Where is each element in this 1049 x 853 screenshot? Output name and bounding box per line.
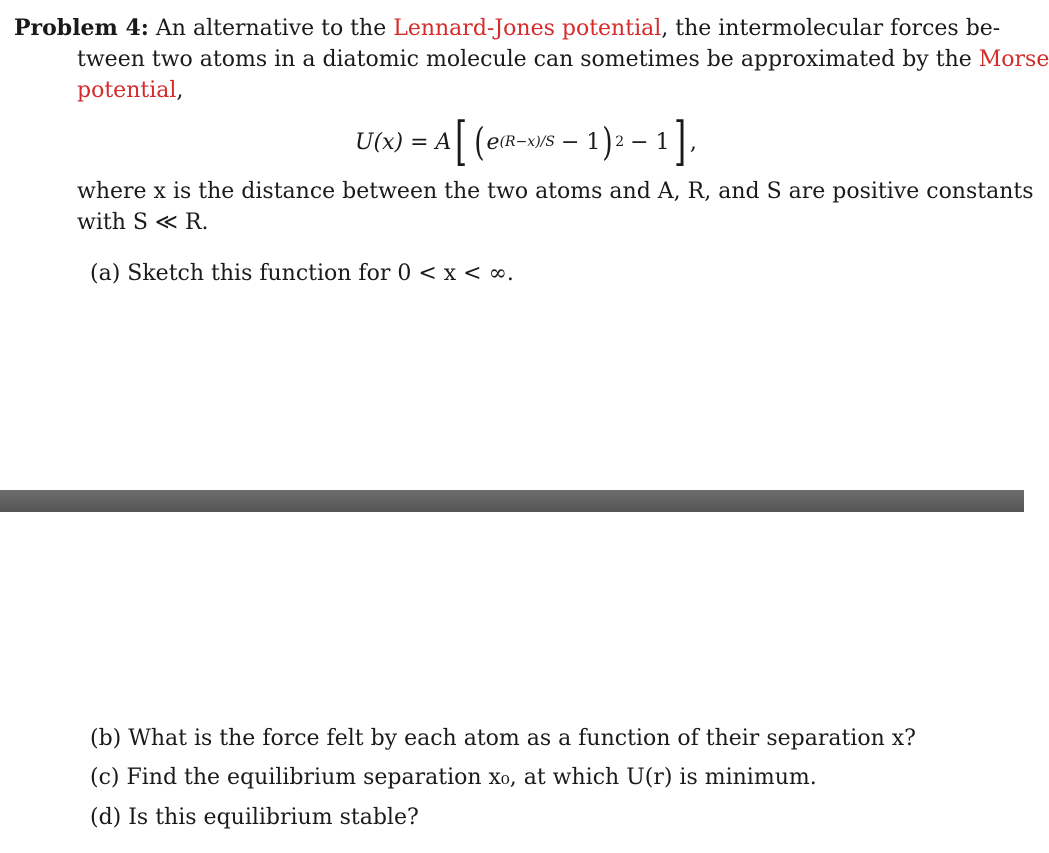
section-divider	[0, 490, 1024, 512]
problem-label: Problem 4:	[14, 15, 149, 41]
problem-intro-text-cont: , the intermolecular forces be-	[661, 16, 1001, 41]
morse-link[interactable]: Morse	[978, 47, 1049, 72]
problem-line-1	[14, 14, 1000, 43]
problem-line-3	[77, 77, 183, 105]
lennard-jones-link[interactable]: Lennard-Jones potential	[393, 16, 662, 41]
exponent: (R−x)/S	[499, 134, 555, 150]
description-line-1: where x is the distance between the two atoms and A, R, and S are positive constants	[77, 179, 1034, 204]
left-paren: (	[473, 120, 485, 164]
part-b: (b) What is the force felt by each atom as a function of their separation x?	[90, 726, 916, 751]
right-bracket: ]	[673, 112, 686, 172]
problem-line-3-comma: ,	[176, 78, 184, 103]
description-line-2: with S ≪ R.	[77, 210, 209, 235]
square-exponent: 2	[615, 134, 625, 150]
equation-lhs: U(x) = A	[355, 129, 452, 155]
problem-line-2-text: tween two atoms in a diatomic molecule can sometimes be approximated by the	[77, 47, 972, 72]
problem-intro-text: An alternative to the	[155, 16, 387, 41]
part-c: (c) Find the equilibrium separation x₀, at which U(r) is minimum.	[90, 765, 817, 790]
right-paren: )	[602, 120, 614, 164]
potential-link[interactable]: potential	[77, 78, 177, 103]
problem-line-2	[77, 46, 1049, 74]
equation-comma: ,	[689, 129, 697, 155]
outer-minus-one: − 1	[630, 129, 670, 155]
exp-base: e	[486, 129, 500, 155]
part-d: (d) Is this equilibrium stable?	[90, 805, 419, 830]
left-bracket: [	[455, 112, 468, 172]
morse-equation	[355, 112, 697, 172]
inner-minus-one: − 1	[560, 129, 601, 155]
part-a: (a) Sketch this function for 0 < x < ∞.	[90, 261, 514, 286]
